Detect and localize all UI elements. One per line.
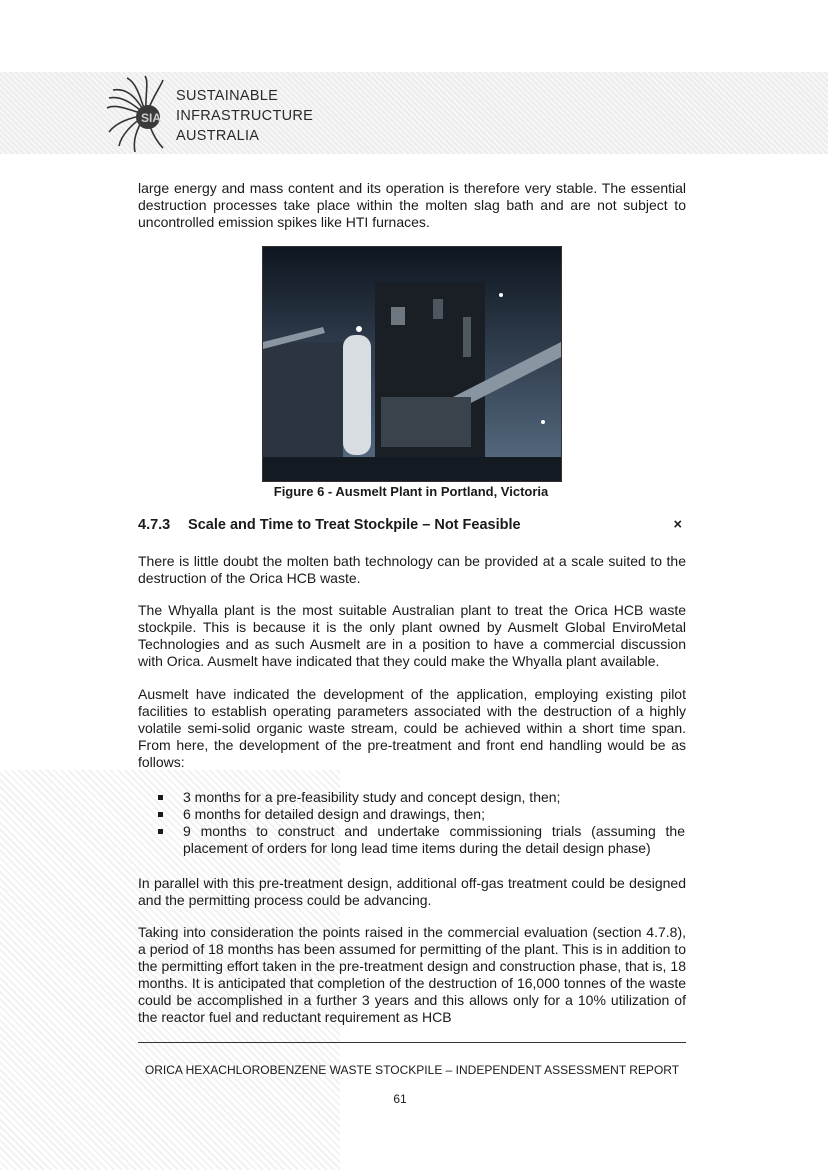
logo-line-1: SUSTAINABLE [176, 88, 279, 104]
logo-line-3: AUSTRALIA [176, 128, 260, 144]
paragraph-5: In parallel with this pre-treatment design, additional off-gas treatment could be designed and the permitting process could be advancing. [138, 875, 686, 908]
logo-line-2: INFRASTRUCTURE [176, 108, 314, 124]
section-title: Scale and Time to Treat Stockpile – Not Feasible [188, 517, 521, 533]
section-number: 4.7.3 [138, 517, 171, 533]
timeline-bullet-list [155, 789, 685, 857]
footer-divider [138, 1042, 686, 1043]
section-heading [138, 517, 686, 533]
ausmelt-plant-photo [262, 246, 562, 482]
footer-report-title: ORICA HEXACHLOROBENZENE WASTE STOCKPILE – INDEPENDENT ASSESSMENT REPORT [144, 1063, 680, 1077]
paragraph-3: The Whyalla plant is the most suitable Australian plant to treat the Orica HCB waste stockpile. This is because it is the only plant owned by Ausmelt Global EnviroMetal Technologies and as such Ausmelt are in a position to have a commercial discussion with Orica. Ausmelt have indicated that they could make the Whyalla plant available. [138, 602, 686, 669]
paragraph-1: large energy and mass content and its operation is therefore very stable. The essential destruction processes take place within the molten slag bath and are not subject to uncontrolled emission spikes like HTI furnaces. [138, 180, 686, 230]
bullet-item: 3 months for a pre-feasibility study and concept design, then; [155, 789, 685, 806]
logo-text [176, 86, 313, 146]
bullet-item: 6 months for detailed design and drawings, then; [155, 806, 685, 823]
paragraph-4: Ausmelt have indicated the development of the application, employing existing pilot facilities to establish operating parameters associated with the destruction of a highly volatile semi-solid organic waste stream, could be achieved within a short time span. From here, the development of the pre-treatment and front end handling would be as follows: [138, 686, 686, 770]
figure-caption: Figure 6 - Ausmelt Plant in Portland, Victoria [273, 484, 549, 499]
sia-swirl-logo-icon [105, 74, 187, 156]
paragraph-2: There is little doubt the molten bath technology can be provided at a scale suited to the destruction of the Orica HCB waste. [138, 553, 686, 586]
not-feasible-mark: × [673, 517, 682, 533]
page-number: 61 [393, 1092, 407, 1106]
bullet-item: 9 months to construct and undertake commissioning trials (assuming the placement of orders for long lead time items during the detail design phase) [155, 823, 685, 857]
paragraph-6: Taking into consideration the points raised in the commercial evaluation (section 4.7.8), a period of 18 months has been assumed for permitting of the plant. This is in addition to the permitting effort taken in the pre-treatment design and construction phase, that is, 18 months. It is anticipated that completion of the destruction of 16,000 tonnes of the waste could be accomplished in a further 3 years and this allows only for a 10% utilization of the reactor fuel and reductant requirement as HCB [138, 924, 686, 1025]
svg-text:SIA: SIA [141, 111, 162, 125]
